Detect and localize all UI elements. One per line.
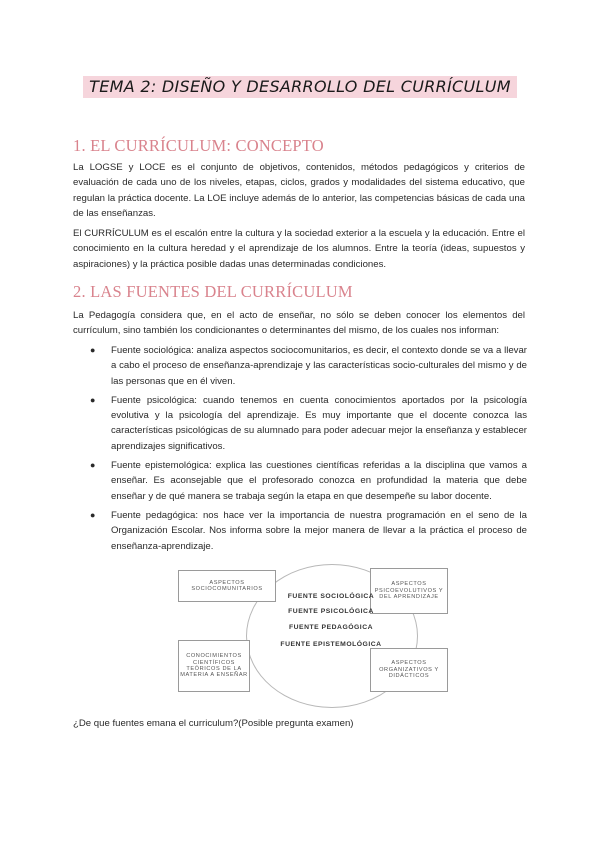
label-fuente-pedagogica: FUENTE PEDAGÓGICA bbox=[288, 624, 374, 631]
label-fuente-sociologica: FUENTE SOCIOLÓGICA bbox=[287, 593, 375, 600]
label-fuente-epistemologica: FUENTE EPISTEMOLÓGICA bbox=[280, 641, 382, 648]
section-2-heading: 2. LAS FUENTES DEL CURRÍCULUM bbox=[73, 282, 353, 301]
page-title: TEMA 2: DISEÑO Y DESARROLLO DEL CURRÍCULUM bbox=[83, 76, 517, 98]
bullet-icon: ● bbox=[90, 394, 96, 405]
section-1-heading: 1. EL CURRÍCULUM: CONCEPTO bbox=[73, 136, 324, 155]
label-fuente-psicologica: FUENTE PSICOLÓGICA bbox=[288, 608, 374, 615]
list-item-text: Fuente pedagógica: nos hace ver la importancia de nuestra programación en el seno de la Organización Escolar. Nos informa sobre la mejor manera de llevar a la práctica el proceso de enseñanza-aprendizaje. bbox=[111, 509, 527, 552]
box-aspectos-sociocomunitarios: ASPECTOS SOCIOCOMUNITARIOS bbox=[178, 570, 276, 602]
list-item-text: Fuente psicológica: cuando tenemos en cuenta conocimientos aportados por la psicología evolutiva y la psicología del aprendizaje. Es muy importante que el docente conozca las características psicológicas de su alumnado para poder adecuar mejor la enseñanza y establecer aprendizajes significativos. bbox=[111, 394, 527, 452]
list-item-text: Fuente sociológica: analiza aspectos sociocomunitarios, es decir, el contexto donde se va a llevar a cabo el proceso de enseñanza-aprendizaje y las características socio-culturales del mismo y de las personas que en él viven. bbox=[111, 345, 527, 387]
exam-question: ¿De que fuentes emana el curriculum?(Posible pregunta examen) bbox=[73, 718, 354, 729]
box-aspectos-psicoevolutivos: ASPECTOS PSICOEVOLUTIVOS Y DEL APRENDIZAJE bbox=[370, 568, 448, 614]
list-item-pedagogica bbox=[73, 508, 527, 554]
section-1-paragraph-1: La LOGSE y LOCE es el conjunto de objetivos, contenidos, métodos pedagógicos y criterios de evaluación de cada uno de los niveles, etapas, ciclos, grados y modalidades del sistema educativo, que regulan la práctica docente. La LOE incluye además de lo anterior, las competencias básicas de cada una de las enseñanzas. bbox=[73, 162, 525, 219]
section-1-paragraph-2: El CURRÍCULUM es el escalón entre la cultura y la sociedad exterior a la escuela y la educación. Entre el conocimiento en la cultura heredad y el aprendizaje de los alumnos. Entre la teoría (ideas, supuestos y aspiraciones) y la práctica posible dadas unas determinadas condiciones. bbox=[73, 228, 525, 270]
bullet-icon: ● bbox=[90, 460, 96, 471]
list-item-epistemologica bbox=[73, 458, 527, 504]
sources-diagram bbox=[176, 560, 448, 710]
bullet-icon: ● bbox=[90, 509, 96, 520]
list-item-text: Fuente epistemológica: explica las cuestiones científicas referidas a la disciplina que vamos a enseñar. Es aconsejable que el profesorado conozca en profundidad la materia que debe enseñar y de qué manera se trabaja según la etapa en que desempeñe su labor docente. bbox=[111, 460, 527, 502]
bullet-icon: ● bbox=[90, 345, 96, 355]
sources-list bbox=[73, 343, 527, 558]
box-aspectos-organizativos: ASPECTOS ORGANIZATIVOS Y DIDÁCTICOS bbox=[370, 648, 448, 692]
box-conocimientos-cientificos: CONOCIMIENTOS CIENTÍFICOS TEÓRICOS DE LA MATERIA A ENSEÑAR bbox=[178, 640, 250, 692]
list-item-sociologica bbox=[73, 343, 527, 389]
title-container bbox=[0, 76, 600, 98]
section-2-intro: La Pedagogía considera que, en el acto de enseñar, no sólo se deben conocer los elementos del currículum, sino también los condicionantes o determinantes del mismo, de los cuales nos informan: bbox=[73, 310, 525, 337]
list-item-psicologica bbox=[73, 393, 527, 454]
